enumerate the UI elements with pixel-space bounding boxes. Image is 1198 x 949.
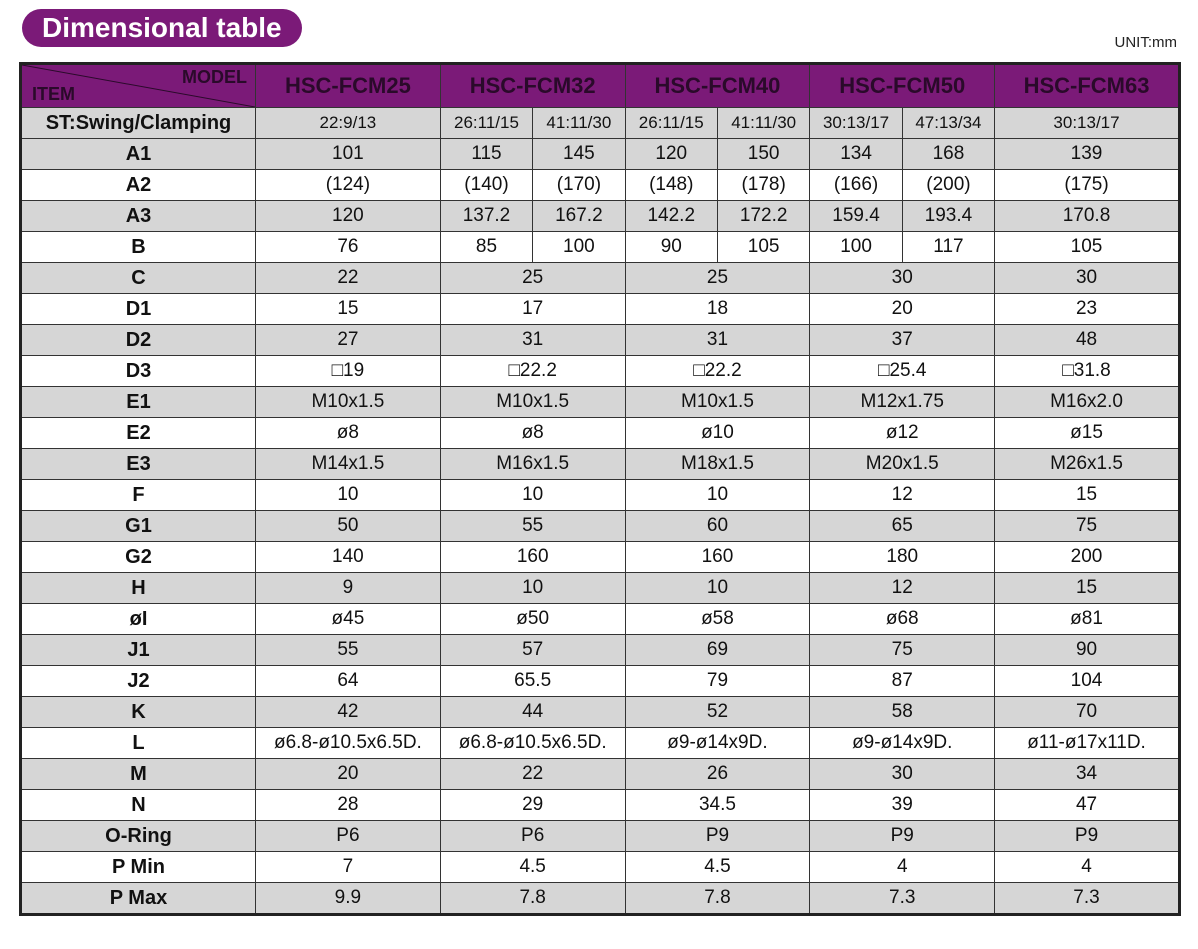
table-cell: 39 <box>810 790 995 821</box>
table-cell: M10x1.5 <box>440 387 625 418</box>
table-cell: □22.2 <box>625 356 810 387</box>
row-item-label: G1 <box>21 511 256 542</box>
table-cell: 137.2 <box>440 201 532 232</box>
model-header: HSC-FCM63 <box>995 64 1180 108</box>
table-cell: □22.2 <box>440 356 625 387</box>
table-row <box>21 356 1180 387</box>
table-row <box>21 232 1180 263</box>
table-cell: 47 <box>995 790 1180 821</box>
table-cell: ø12 <box>810 418 995 449</box>
table-cell: 12 <box>810 480 995 511</box>
table-cell: 117 <box>902 232 994 263</box>
table-cell: 50 <box>256 511 441 542</box>
table-cell: 34.5 <box>625 790 810 821</box>
table-cell: 101 <box>256 139 441 170</box>
model-header: HSC-FCM25 <box>256 64 441 108</box>
table-cell: M16x2.0 <box>995 387 1180 418</box>
row-item-label: E2 <box>21 418 256 449</box>
table-cell: ø6.8-ø10.5x6.5D. <box>256 728 441 759</box>
table-cell: ø8 <box>256 418 441 449</box>
table-cell: 139 <box>995 139 1180 170</box>
table-cell: 52 <box>625 697 810 728</box>
table-row <box>21 201 1180 232</box>
table-row <box>21 511 1180 542</box>
table-cell: 12 <box>810 573 995 604</box>
table-cell: 90 <box>995 635 1180 666</box>
table-cell: 31 <box>440 325 625 356</box>
table-row <box>21 759 1180 790</box>
table-cell: ø45 <box>256 604 441 635</box>
table-cell: P6 <box>256 821 441 852</box>
table-cell: □19 <box>256 356 441 387</box>
table-cell: 29 <box>440 790 625 821</box>
row-item-label: D3 <box>21 356 256 387</box>
row-item-label: N <box>21 790 256 821</box>
row-item-label: E3 <box>21 449 256 480</box>
table-row <box>21 542 1180 573</box>
row-item-label: M <box>21 759 256 790</box>
table-row <box>21 139 1180 170</box>
table-cell: 58 <box>810 697 995 728</box>
table-cell: 20 <box>810 294 995 325</box>
table-cell: 10 <box>440 573 625 604</box>
table-cell: 22 <box>256 263 441 294</box>
table-cell: (178) <box>717 170 809 201</box>
table-cell: 10 <box>625 573 810 604</box>
table-cell: 30 <box>810 759 995 790</box>
table-cell: (166) <box>810 170 902 201</box>
table-cell: ø58 <box>625 604 810 635</box>
table-row <box>21 418 1180 449</box>
table-cell: ø10 <box>625 418 810 449</box>
table-cell: 115 <box>440 139 532 170</box>
table-cell: 20 <box>256 759 441 790</box>
row-item-label: ST:Swing/Clamping <box>21 108 256 139</box>
table-cell: 44 <box>440 697 625 728</box>
table-row <box>21 728 1180 759</box>
corner-model-label: MODEL <box>182 67 247 87</box>
table-cell: 160 <box>625 542 810 573</box>
table-cell: M14x1.5 <box>256 449 441 480</box>
row-item-label: J1 <box>21 635 256 666</box>
table-cell: 79 <box>625 666 810 697</box>
table-cell: 90 <box>625 232 717 263</box>
table-cell: 120 <box>625 139 717 170</box>
corner-header <box>21 64 256 108</box>
table-cell: 167.2 <box>533 201 625 232</box>
table-cell: M12x1.75 <box>810 387 995 418</box>
table-cell: 4.5 <box>440 852 625 883</box>
row-item-label: A3 <box>21 201 256 232</box>
table-cell: ø9-ø14x9D. <box>810 728 995 759</box>
table-cell: 168 <box>902 139 994 170</box>
model-header: HSC-FCM40 <box>625 64 810 108</box>
row-item-label: G2 <box>21 542 256 573</box>
row-item-label: A2 <box>21 170 256 201</box>
table-cell: 76 <box>256 232 441 263</box>
table-cell: 22 <box>440 759 625 790</box>
table-cell: 70 <box>995 697 1180 728</box>
table-cell: 105 <box>995 232 1180 263</box>
row-item-label: D1 <box>21 294 256 325</box>
table-cell: 17 <box>440 294 625 325</box>
stroke-cell: 22:9/13 <box>256 108 441 139</box>
row-item-label: øI <box>21 604 256 635</box>
table-cell: ø68 <box>810 604 995 635</box>
table-cell: 134 <box>810 139 902 170</box>
table-cell: 15 <box>995 480 1180 511</box>
table-cell: (200) <box>902 170 994 201</box>
table-row <box>21 294 1180 325</box>
table-row <box>21 852 1180 883</box>
table-row <box>21 697 1180 728</box>
table-cell: (148) <box>625 170 717 201</box>
table-cell: 37 <box>810 325 995 356</box>
table-cell: 23 <box>995 294 1180 325</box>
table-cell: 7.3 <box>995 883 1180 915</box>
row-item-label: F <box>21 480 256 511</box>
table-cell: (175) <box>995 170 1180 201</box>
table-cell: ø6.8-ø10.5x6.5D. <box>440 728 625 759</box>
table-cell: ø9-ø14x9D. <box>625 728 810 759</box>
table-cell: 25 <box>440 263 625 294</box>
table-cell: 55 <box>256 635 441 666</box>
stroke-row <box>21 108 1180 139</box>
table-row <box>21 883 1180 915</box>
table-cell: ø11-ø17x11D. <box>995 728 1180 759</box>
stroke-cell: 41:11/30 <box>533 108 625 139</box>
table-row <box>21 666 1180 697</box>
corner-item-label: ITEM <box>32 84 75 104</box>
table-cell: M10x1.5 <box>256 387 441 418</box>
table-cell: 75 <box>810 635 995 666</box>
table-cell: 4 <box>995 852 1180 883</box>
table-cell: 87 <box>810 666 995 697</box>
table-cell: 30 <box>995 263 1180 294</box>
table-cell: 55 <box>440 511 625 542</box>
table-cell: 85 <box>440 232 532 263</box>
row-item-label: P Min <box>21 852 256 883</box>
table-row <box>21 573 1180 604</box>
stroke-cell: 47:13/34 <box>902 108 994 139</box>
table-cell: 159.4 <box>810 201 902 232</box>
table-row <box>21 821 1180 852</box>
table-cell: 15 <box>995 573 1180 604</box>
table-cell: ø8 <box>440 418 625 449</box>
unit-label: UNIT:mm <box>1114 34 1177 51</box>
table-cell: 7.3 <box>810 883 995 915</box>
table-cell: 64 <box>256 666 441 697</box>
stroke-cell: 41:11/30 <box>717 108 809 139</box>
table-cell: 65 <box>810 511 995 542</box>
row-item-label: A1 <box>21 139 256 170</box>
table-cell: 10 <box>256 480 441 511</box>
row-item-label: J2 <box>21 666 256 697</box>
table-row <box>21 325 1180 356</box>
table-cell: 69 <box>625 635 810 666</box>
table-row <box>21 604 1180 635</box>
table-cell: 150 <box>717 139 809 170</box>
table-cell: (124) <box>256 170 441 201</box>
table-cell: 10 <box>625 480 810 511</box>
row-item-label: D2 <box>21 325 256 356</box>
table-cell: 9 <box>256 573 441 604</box>
dimensional-table <box>19 62 1181 916</box>
table-cell: 75 <box>995 511 1180 542</box>
table-cell: 100 <box>533 232 625 263</box>
table-cell: 15 <box>256 294 441 325</box>
model-header: HSC-FCM32 <box>440 64 625 108</box>
table-cell: ø50 <box>440 604 625 635</box>
table-cell: 10 <box>440 480 625 511</box>
table-row <box>21 449 1180 480</box>
table-cell: 28 <box>256 790 441 821</box>
table-cell: 160 <box>440 542 625 573</box>
table-cell: 193.4 <box>902 201 994 232</box>
table-cell: 60 <box>625 511 810 542</box>
table-cell: 7.8 <box>440 883 625 915</box>
table-cell: 18 <box>625 294 810 325</box>
table-cell: 180 <box>810 542 995 573</box>
stroke-cell: 30:13/17 <box>810 108 902 139</box>
table-cell: ø15 <box>995 418 1180 449</box>
table-cell: P9 <box>995 821 1180 852</box>
table-cell: 34 <box>995 759 1180 790</box>
table-cell: M10x1.5 <box>625 387 810 418</box>
row-item-label: H <box>21 573 256 604</box>
table-cell: 142.2 <box>625 201 717 232</box>
row-item-label: C <box>21 263 256 294</box>
table-cell: 4 <box>810 852 995 883</box>
table-cell: 140 <box>256 542 441 573</box>
table-cell: 26 <box>625 759 810 790</box>
row-item-label: B <box>21 232 256 263</box>
table-cell: 42 <box>256 697 441 728</box>
table-cell: 104 <box>995 666 1180 697</box>
header-row <box>21 64 1180 108</box>
table-cell: 170.8 <box>995 201 1180 232</box>
table-cell: P6 <box>440 821 625 852</box>
table-cell: 145 <box>533 139 625 170</box>
table-row <box>21 480 1180 511</box>
stroke-cell: 26:11/15 <box>625 108 717 139</box>
model-header: HSC-FCM50 <box>810 64 995 108</box>
page-title: Dimensional table <box>22 9 302 47</box>
table-cell: M18x1.5 <box>625 449 810 480</box>
row-item-label: K <box>21 697 256 728</box>
table-cell: 100 <box>810 232 902 263</box>
table-cell: P9 <box>625 821 810 852</box>
table-row <box>21 635 1180 666</box>
table-cell: 120 <box>256 201 441 232</box>
table-row <box>21 790 1180 821</box>
row-item-label: E1 <box>21 387 256 418</box>
table-cell: (140) <box>440 170 532 201</box>
row-item-label: P Max <box>21 883 256 915</box>
table-cell: 7.8 <box>625 883 810 915</box>
table-cell: (170) <box>533 170 625 201</box>
table-cell: □31.8 <box>995 356 1180 387</box>
table-cell: 9.9 <box>256 883 441 915</box>
table-cell: 57 <box>440 635 625 666</box>
table-row <box>21 170 1180 201</box>
table-cell: 27 <box>256 325 441 356</box>
table-cell: M20x1.5 <box>810 449 995 480</box>
table-cell: 172.2 <box>717 201 809 232</box>
table-cell: M26x1.5 <box>995 449 1180 480</box>
table-row <box>21 387 1180 418</box>
table-cell: 25 <box>625 263 810 294</box>
table-cell: 48 <box>995 325 1180 356</box>
table-cell: P9 <box>810 821 995 852</box>
row-item-label: O-Ring <box>21 821 256 852</box>
stroke-cell: 26:11/15 <box>440 108 532 139</box>
stroke-cell: 30:13/17 <box>995 108 1180 139</box>
table-cell: 7 <box>256 852 441 883</box>
table-cell: 200 <box>995 542 1180 573</box>
row-item-label: L <box>21 728 256 759</box>
table-cell: 65.5 <box>440 666 625 697</box>
table-cell: 105 <box>717 232 809 263</box>
table-cell: 30 <box>810 263 995 294</box>
table-cell: □25.4 <box>810 356 995 387</box>
table-cell: ø81 <box>995 604 1180 635</box>
table-cell: M16x1.5 <box>440 449 625 480</box>
table-cell: 31 <box>625 325 810 356</box>
table-row <box>21 263 1180 294</box>
table-cell: 4.5 <box>625 852 810 883</box>
